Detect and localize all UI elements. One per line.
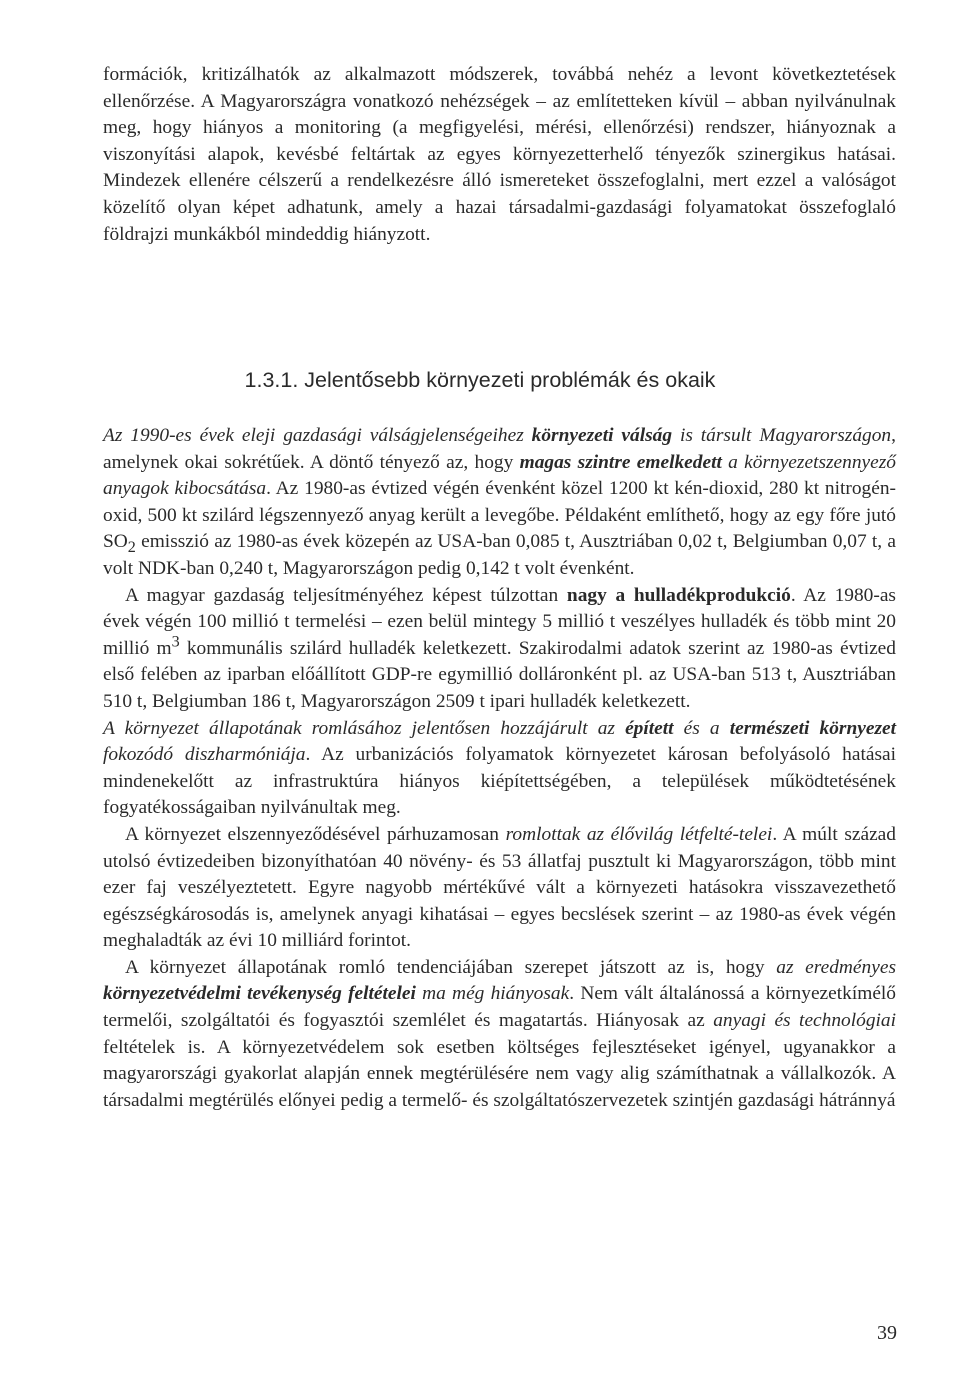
paragraph xyxy=(103,583,896,716)
text-run: A környezet állapotának romló tendenciájában szerepet játszott az is, hogy xyxy=(125,956,777,978)
text-run: kommunális szilárd hulladék keletkezett. Szakirodalmi adatok szerint az 1980-as évtized első felében az iparban előállított GDP-re egymillió dolláronként pl. az USA-ban 513 t, Ausztriában 510 t, Belgiumban 186 t, Magyarországon 2509 t ipari hulladék keletkezett. xyxy=(103,637,896,712)
text-run: fokozódó diszharmóniája xyxy=(103,744,306,766)
text-run: A környezet állapotának romlásához jelentősen hozzájárult az xyxy=(103,717,626,739)
text-run: környezetvédelmi tevékenység feltételei xyxy=(103,983,416,1005)
text-run: anyagi és technológiai xyxy=(713,1010,896,1032)
text-run: környezeti válság xyxy=(531,425,673,446)
page-number: 39 xyxy=(877,1322,897,1344)
text-run: . A múlt század utolsó évtizedeiben bizonyíthatóan 40 növény- és 53 állatfaj pusztult ki Magyarországon, több mint ezer faj veszélyeztetett. Egyre nagyobb mértékűvé vált a környezeti hatásokra visszavezethető egészségkárosodás is, amelynek anyagi kihatásai – egyes becslések szerint – az 1980-as évek végén meghaladták az évi 10 milliárd forintot. xyxy=(103,823,896,952)
paragraph xyxy=(103,423,896,583)
text-run: feltételek is. A környezetvédelem sok esetben költséges fejlesztéseket igényel, ugyanakkor a magyarországi gyakorlat alapján ennek megtérülésére nem vagy alig számíthatnak a vállalkozók. A társadalmi megtérülés előnyei pedig a termelő- és szolgáltatószervezetek szintjén gazdasági hátránnyá xyxy=(103,1036,896,1111)
text-run: 2 xyxy=(127,539,136,557)
text-run: épített xyxy=(625,717,674,739)
paragraph xyxy=(103,62,896,248)
text-run: A környezet elszennyeződésével párhuzamosan xyxy=(125,823,506,845)
text-run: Az 1990-es évek eleji gazdasági válságjelenségeihez xyxy=(103,425,532,446)
text-run: ma még hiányosak xyxy=(415,983,570,1005)
text-run: magas szintre emelkedett xyxy=(519,451,722,473)
body-text-block xyxy=(103,423,896,1114)
text-run: és a xyxy=(673,717,730,739)
text-run: . Az 1980-as évtized végén évenként közel 1200 kt kén-dioxid, 280 kt nitrogén-oxid, 500 kt szilárd légszennyező anyag került a levegőbe. Példaként említhető, hogy az egy főre jutó SO xyxy=(103,478,896,553)
text-run: formációk, kritizálhatók az alkalmazott módszerek, továbbá nehéz a levont következtetések ellenőrzése. A Magyarországra vonatkozó nehézségek – az említetteken kívül – abban nyilvánulnak meg, hogy hiányos a monitoring (a megfigyelési, mérési, ellenőrzési) rendszer, hiányoznak a viszonyítási alapok, kevésbé feltártak az egyes környezetterhelő tényezők szinergikus hatásai. Mindezek ellenére célszerű a rendelkezésre álló ismereteket összefoglalni, mert ezzel a valóságot közelítő olyan képet adhatunk, amely a hazai társadalmi-gazdasági folyamatokat összefoglaló földrajzi munkákból mindeddig hiányzott. xyxy=(103,64,896,245)
text-run: természeti környezet xyxy=(729,717,896,739)
text-run: a környezetszennyező anyagok kibocsátása xyxy=(103,451,896,500)
text-run: . Az 1980-as évek végén 100 millió t termelési – ezen belül mintegy 5 millió t veszélyes hulladék és több mint 20 millió m xyxy=(103,584,896,659)
intro-text-block xyxy=(103,62,896,248)
text-run: az eredményes xyxy=(776,956,896,978)
text-run: romlottak az élővilág létfelté-telei xyxy=(505,823,773,845)
paragraph xyxy=(103,822,896,955)
text-run: 3 xyxy=(171,633,180,651)
paragraph xyxy=(103,716,896,822)
section-heading: 1.3.1. Jelentősebb környezeti problémák és okaik xyxy=(244,368,716,392)
text-run: , amelynek okai sokrétűek. A döntő tényező az, hogy xyxy=(103,425,896,473)
paragraph xyxy=(103,955,896,1115)
text-run: is társult Magyarországon xyxy=(672,425,892,446)
text-run: nagy a hulladékprodukció xyxy=(566,584,791,606)
text-run: . Nem vált általánossá a környezetkímélő termelői, szolgáltatói és fogyasztói szemlélet és magatartás. Hiányosak az xyxy=(103,983,897,1032)
text-run: . Az urbanizációs folyamatok környezetet károsan befolyásoló hatásai mindenekelőtt az infrastruktúra hiányos kiépítettségében, a települések működtetésének fogyatékosságaiban nyilvánultak meg. xyxy=(103,744,896,819)
text-run: emisszió az 1980-as évek közepén az USA-ban 0,085 t, Ausztriában 0,02 t, Belgiumban 0,07 t, a volt NDK-ban 0,240 t, Magyarországon pedig 0,142 t volt évenként. xyxy=(103,531,896,579)
text-run: A magyar gazdaság teljesítményéhez képest túlzottan xyxy=(125,584,567,606)
